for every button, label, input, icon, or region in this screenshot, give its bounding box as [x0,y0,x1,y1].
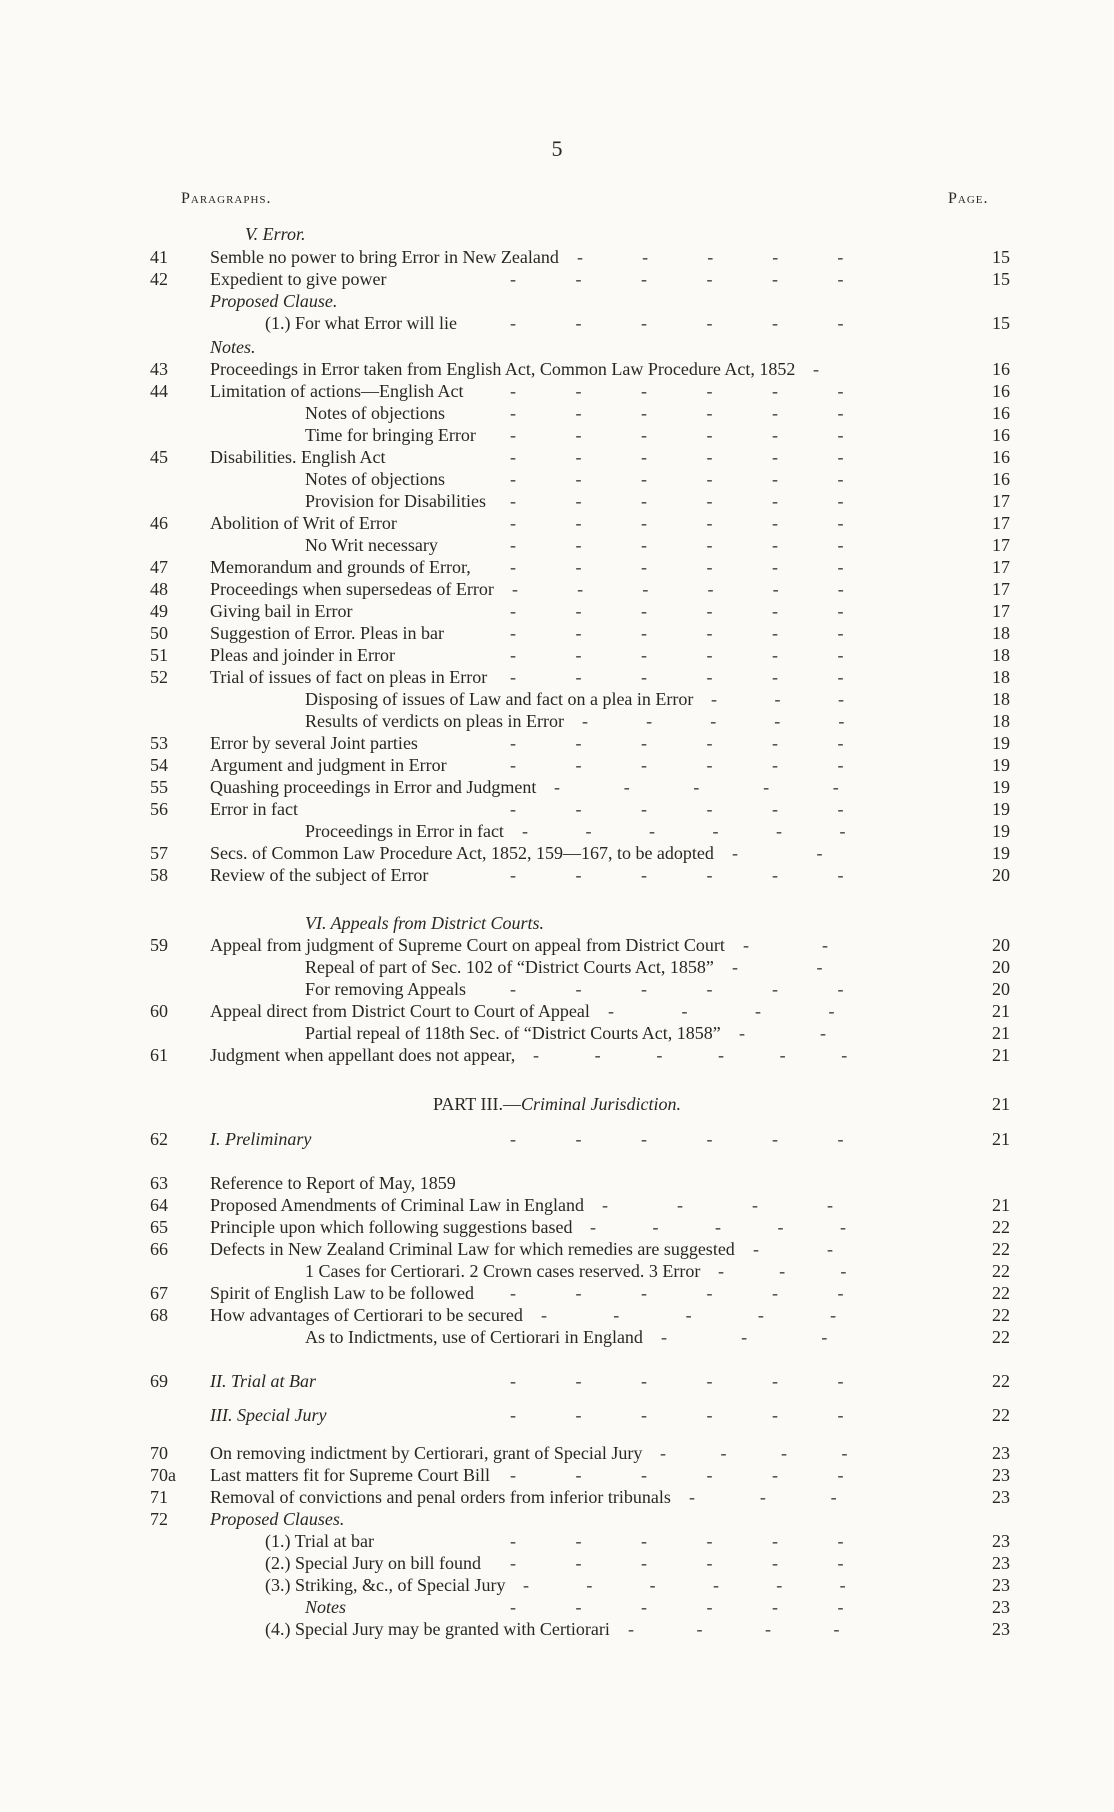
toc-row [0,1574,1114,1596]
paragraph-number: 53 [150,733,168,753]
entry-text: Error in fact [210,799,298,819]
dash-leader: - - - - - - [510,979,844,999]
toc-row [0,556,1114,578]
page-reference: 17 [992,535,1010,555]
paragraph-number: 67 [150,1283,168,1303]
toc-row [0,1552,1114,1574]
page-reference: 17 [992,513,1010,533]
toc-row [0,1128,1114,1150]
page-reference: 23 [992,1597,1010,1617]
entry-text: V. Error. [245,224,306,244]
paragraph-number: 65 [150,1217,168,1237]
dash-leader: - - - - - - [510,1553,844,1573]
entry-text: How advantages of Certiorari to be secured [210,1305,523,1325]
page-number: 5 [551,136,563,161]
dash-leader: - - - [689,1487,837,1507]
dash-leader: - - - - - - [510,1371,844,1391]
entry-text: Proposed Clause. [210,291,338,311]
part-heading-title: Criminal Jurisdiction. [520,1094,681,1114]
dash-leader: - - - - - - [510,601,844,621]
toc-row [0,512,1114,534]
toc-row [0,446,1114,468]
entry-text: (1.) For what Error will lie [265,313,457,333]
toc-row [0,290,1114,312]
dash-leader: - - - - - - [510,557,844,577]
toc-row [0,358,1114,380]
dash-leader: - - - - - - [510,799,844,819]
page-reference: 22 [992,1327,1010,1347]
dash-leader: - - - - - - [510,755,844,775]
paragraph-number: 68 [150,1305,168,1325]
entry-text: Provision for Disabilities [305,491,486,511]
toc-row [0,402,1114,424]
page-reference: 15 [992,313,1010,333]
page-reference: 19 [992,755,1010,775]
page-reference: 23 [992,1553,1010,1573]
page-reference: 22 [992,1239,1010,1259]
entry-text: III. Special Jury [210,1405,327,1425]
dash-leader: - - - - - - [510,1531,844,1551]
page-reference: 18 [992,711,1010,731]
entry-text: Suggestion of Error. Pleas in bar [210,623,444,643]
entry-text: Reference to Report of May, 1859 [210,1173,456,1193]
page-reference: 20 [992,957,1010,977]
dash-leader: - - - - - [590,1217,846,1237]
page-reference: 22 [992,1371,1010,1391]
paragraph-number: 55 [150,777,168,797]
dash-leader: - - - - - - [510,425,844,445]
entry-text: 1 Cases for Certiorari. 2 Crown cases reserved. 3 Error [305,1261,701,1281]
toc-row [0,666,1114,688]
entry-text: VI. Appeals from District Courts. [305,913,545,933]
page-reference: 19 [992,733,1010,753]
part-heading-page: 21 [992,1094,1010,1114]
toc-row [0,534,1114,556]
toc-row [0,622,1114,644]
entry-text: I. Preliminary [210,1129,312,1149]
dash-leader: - - - - - - [533,1045,848,1065]
dash-leader: - - - - - - [510,733,844,753]
entry-text: Appeal from judgment of Supreme Court on appeal from District Court [210,935,725,955]
toc-row [0,600,1114,622]
page-reference: 16 [992,359,1010,379]
page-reference: 19 [992,821,1010,841]
entry-text: Notes. [210,337,256,357]
paragraph-number: 64 [150,1195,168,1215]
entry-text: Expedient to give power [210,269,387,289]
paragraph-number: 52 [150,667,168,687]
page-reference: 18 [992,645,1010,665]
page-reference: 21 [992,1045,1010,1065]
entry-text: On removing indictment by Certiorari, grant of Special Jury [210,1443,643,1463]
toc-row [0,246,1114,268]
page-reference: 17 [992,579,1010,599]
toc-row [0,934,1114,956]
paragraph-number: 63 [150,1173,168,1193]
toc-row [0,1260,1114,1282]
paragraph-number: 61 [150,1045,168,1065]
toc-row [0,490,1114,512]
paragraph-number: 57 [150,843,168,863]
toc-row [0,912,1114,934]
toc-row [0,798,1114,820]
entry-text: (2.) Special Jury on bill found [265,1553,481,1573]
toc-row [0,842,1114,864]
toc-row [0,1022,1114,1044]
paragraph-number: 60 [150,1001,168,1021]
paragraph-number: 43 [150,359,168,379]
paragraph-number: 56 [150,799,168,819]
toc-row [0,820,1114,842]
toc-row [0,1464,1114,1486]
paragraph-number: 71 [150,1487,168,1507]
dash-leader: - - - - - - [510,1465,844,1485]
toc-row [0,1596,1114,1618]
entry-text: Proposed Amendments of Criminal Law in England [210,1195,584,1215]
page-reference: 23 [992,1443,1010,1463]
page-reference: 22 [992,1283,1010,1303]
page-reference: 22 [992,1261,1010,1281]
toc-row [0,956,1114,978]
paragraph-number: 46 [150,513,168,533]
entry-text: Spirit of English Law to be followed [210,1283,474,1303]
entry-text: Disabilities. English Act [210,447,386,467]
toc-row [0,864,1114,886]
entry-text: Defects in New Zealand Criminal Law for which remedies are suggested [210,1239,735,1259]
toc-row [0,578,1114,600]
entry-text: Appeal direct from District Court to Court of Appeal [210,1001,590,1021]
dash-leader: - - - - - [577,247,844,267]
dash-leader: - - [732,957,823,977]
toc-row [0,688,1114,710]
entry-text: Memorandum and grounds of Error, [210,557,471,577]
paragraph-number: 42 [150,269,168,289]
entry-text: Error by several Joint parties [210,733,418,753]
entry-text: Time for bringing Error [305,425,476,445]
entry-text: Notes [305,1597,347,1617]
paragraph-number: 48 [150,579,168,599]
dash-leader: - - - - - [554,777,839,797]
paragraph-number: 70a [150,1465,176,1485]
dash-leader: - - - - - - [510,469,844,489]
dash-leader: - - - [711,689,844,709]
entry-text: Review of the subject of Error [210,865,429,885]
toc-row [0,268,1114,290]
dash-leader: - - - - - - [510,865,844,885]
toc-row [0,732,1114,754]
part-heading: PART III.—Criminal Jurisdiction. [433,1094,681,1114]
page-reference: 23 [992,1531,1010,1551]
dash-leader: - - - - - - [512,579,844,599]
entry-text: Proceedings in Error in fact [305,821,504,841]
page-reference: 21 [992,1195,1010,1215]
paragraph-number: 41 [150,247,168,267]
entry-text: Partial repeal of 118th Sec. of “District Courts Act, 1858” [305,1023,721,1043]
entry-text: Secs. of Common Law Procedure Act, 1852, 159—167, to be adopted [210,843,714,863]
toc-row [0,754,1114,776]
toc-row [0,424,1114,446]
page-reference: 22 [992,1305,1010,1325]
dash-leader: - [813,359,819,379]
paragraph-number: 62 [150,1129,168,1149]
entry-text: Removal of convictions and penal orders from inferior tribunals [210,1487,671,1507]
paragraph-number: 45 [150,447,168,467]
toc-row [0,468,1114,490]
page-reference: 15 [992,247,1010,267]
entry-text: Notes of objections [305,403,445,423]
page-reference: 22 [992,1405,1010,1425]
page-reference: 22 [992,1217,1010,1237]
paragraph-number: 51 [150,645,168,665]
toc-row [0,380,1114,402]
dash-leader: - - - - - - [523,1575,846,1595]
entry-text: Limitation of actions—English Act [210,381,464,401]
paragraph-number: 44 [150,381,168,401]
toc-row [0,1282,1114,1304]
paragraph-number: 59 [150,935,168,955]
dash-leader: - - - - - - [510,491,844,511]
dash-leader: - - - - [602,1195,833,1215]
page-reference: 23 [992,1619,1010,1639]
entry-text: Proposed Clauses. [210,1509,345,1529]
entry-text: For removing Appeals [305,979,466,999]
toc-row [0,1216,1114,1238]
paragraph-number: 70 [150,1443,168,1463]
dash-leader: - - - - - - [510,623,844,643]
page-reference: 21 [992,1001,1010,1021]
paragraph-number: 49 [150,601,168,621]
page-reference: 16 [992,425,1010,445]
entry-text: (4.) Special Jury may be granted with Certiorari [265,1619,610,1639]
toc-row [0,978,1114,1000]
entry-text: Proceedings in Error taken from English Act, Common Law Procedure Act, 1852 [210,359,796,379]
page-reference: 16 [992,403,1010,423]
toc-row [0,1172,1114,1194]
page-reference: 20 [992,979,1010,999]
page-reference: 17 [992,491,1010,511]
toc-row [0,1194,1114,1216]
page-reference: 23 [992,1487,1010,1507]
entry-text: Disposing of issues of Law and fact on a plea in Error [305,689,694,709]
dash-leader: - - - - - - [510,447,844,467]
page-reference: 19 [992,799,1010,819]
dash-leader: - - - - - - [510,1597,844,1617]
paragraph-number: 54 [150,755,168,775]
entry-text: Trial of issues of fact on pleas in Error [210,667,488,687]
page-reference: 23 [992,1575,1010,1595]
dash-leader: - - - - - - [510,269,844,289]
paragraph-number: 58 [150,865,168,885]
dash-leader: - - - - - - [510,1129,844,1149]
toc-row [0,1000,1114,1022]
toc-row [0,336,1114,358]
page-reference: 16 [992,469,1010,489]
paragraph-number: 72 [150,1509,168,1529]
entry-text: Giving bail in Error [210,601,353,621]
entry-text: As to Indictments, use of Certiorari in England [305,1327,643,1347]
entry-text: Principle upon which following suggestions based [210,1217,573,1237]
entry-text: Semble no power to bring Error in New Zealand [210,247,559,267]
entry-text: Pleas and joinder in Error [210,645,395,665]
dash-leader: - - - - - - [522,821,846,841]
page-reference: 21 [992,1023,1010,1043]
page-reference: 23 [992,1465,1010,1485]
toc-row [0,644,1114,666]
toc-row [0,776,1114,798]
dash-leader: - - - - - - [510,513,844,533]
dash-leader: - - - - [628,1619,840,1639]
paragraph-number: 47 [150,557,168,577]
page-reference: 17 [992,557,1010,577]
toc-row [0,1238,1114,1260]
dash-leader: - - - [661,1327,828,1347]
entry-text: Abolition of Writ of Error [210,513,397,533]
page-reference: 16 [992,381,1010,401]
entry-text: II. Trial at Bar [210,1371,317,1391]
page-reference: 19 [992,777,1010,797]
toc-row [0,1326,1114,1348]
dash-leader: - - [739,1023,826,1043]
toc-row [0,1304,1114,1326]
paragraph-number: 50 [150,623,168,643]
entry-text: Repeal of part of Sec. 102 of “District Courts Act, 1858” [305,957,714,977]
toc-row [0,1508,1114,1530]
dash-leader: - - - - [660,1443,848,1463]
toc-row [0,1442,1114,1464]
page-reference: 20 [992,935,1010,955]
dash-leader: - - [743,935,828,955]
dash-leader: - - - - - - [510,667,844,687]
dash-leader: - - - [718,1261,847,1281]
paragraph-number: 69 [150,1371,168,1391]
toc-row [0,223,1114,245]
dash-leader: - - [753,1239,833,1259]
entry-text: Argument and judgment in Error [210,755,447,775]
toc-row [0,1404,1114,1426]
toc-row [0,1618,1114,1640]
part-heading-roman: PART III. [433,1094,503,1114]
entry-text: Results of verdicts on pleas in Error [305,711,564,731]
page-reference: 19 [992,843,1010,863]
dash-leader: - - - - - [582,711,845,731]
page-reference: 20 [992,865,1010,885]
page-header: Page. [948,190,989,207]
entry-text: (1.) Trial at bar [265,1531,374,1551]
toc-row [0,1486,1114,1508]
entry-text: Proceedings when supersedeas of Error [210,579,494,599]
dash-leader: - - - - - - [510,1405,844,1425]
entry-text: No Writ necessary [305,535,438,555]
entry-text: Judgment when appellant does not appear, [210,1045,516,1065]
page-reference: 21 [992,1129,1010,1149]
dash-leader: - - - - - - [510,381,844,401]
page-reference: 18 [992,623,1010,643]
entry-text: Last matters fit for Supreme Court Bill [210,1465,490,1485]
dash-leader: - - - - - - [510,645,844,665]
dash-leader: - - - - - [541,1305,837,1325]
page-reference: 15 [992,269,1010,289]
toc-row [0,1370,1114,1392]
toc-row [0,312,1114,334]
page-reference: 18 [992,667,1010,687]
paragraph-number: 66 [150,1239,168,1259]
page-reference: 16 [992,447,1010,467]
toc-row [0,1530,1114,1552]
entry-text: Quashing proceedings in Error and Judgment [210,777,537,797]
entry-text: Notes of objections [305,469,445,489]
dash-leader: - - - - - - [510,1283,844,1303]
dash-leader: - - - - - - [510,313,844,333]
entry-text: (3.) Striking, &c., of Special Jury [265,1575,506,1595]
page-reference: 17 [992,601,1010,621]
dash-leader: - - - - - - [510,403,844,423]
dash-leader: - - - - [608,1001,835,1021]
page-reference: 18 [992,689,1010,709]
dash-leader: - - - - - - [510,535,844,555]
toc-row [0,1044,1114,1066]
dash-leader: - - [732,843,823,863]
paragraphs-header: Paragraphs. [181,190,272,207]
toc-row [0,710,1114,732]
